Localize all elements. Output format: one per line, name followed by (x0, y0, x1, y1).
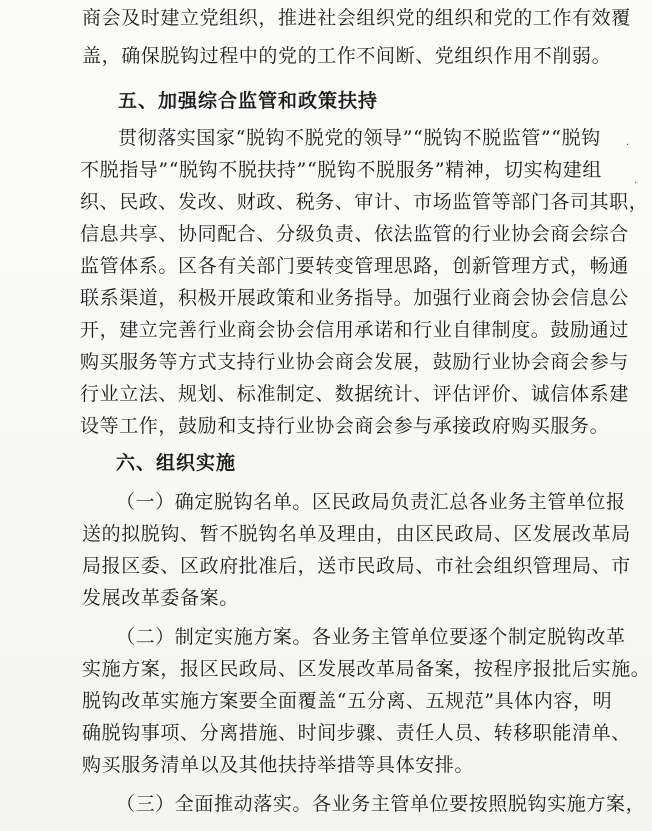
text-line: 实施方案，报区民政局、区发展改革局备案，按程序报批后实施。 (82, 658, 651, 680)
text-line: 监管体系。区各有关部门要转变管理思路，创新管理方式，畅通 (80, 255, 629, 277)
text-line: 织、民政、发改、财政、税务、审计、市场监管等部门各司其职， (80, 191, 649, 213)
section-heading-5: 五、加强综合监管和政策扶持 (118, 90, 379, 112)
text-line: 贯彻落实国家“脱钩不脱党的领导”“脱钩不脱监管”“脱钩 (118, 127, 601, 149)
text-line: （三）全面推动落实。各业务主管单位要按照脱钩实施方案， (116, 793, 646, 815)
text-line: 购买服务等方式支持行业协会商会发展，鼓励行业协会商会参与 (80, 351, 629, 373)
text-line: 不脱指导”“脱钩不脱扶持”“脱钩不脱服务”精神，切实构建组 (80, 159, 602, 181)
text-line: 送的拟脱钩、暂不脱钩名单及理由，由区民政局、区发展改革局 (82, 523, 631, 545)
text-line: 局报区委、区政府批准后，送市民政局、市社会组织管理局、市 (82, 555, 631, 577)
text-line: 联系渠道，积极开展政策和业务指导。加强行业商会协会信息公 (80, 287, 629, 309)
text-line: 设等工作，鼓励和支持行业协会商会参与承接政府购买服务。 (80, 415, 610, 437)
text-line: 发展改革委备案。 (82, 587, 239, 609)
text-line: 确脱钩事项、分离措施、时间步骤、责任人员、转移职能清单、 (82, 722, 631, 744)
text-line: 脱钩改革实施方案要全面覆盖“五分离、五规范”具体内容，明 (82, 690, 613, 712)
section-heading-6: 六、组织实施 (116, 452, 237, 474)
text-line: 开，建立完善行业商会协会信用承诺和行业自律制度。鼓励通过 (80, 319, 629, 341)
text-line: 盖，确保脱钩过程中的党的工作不间断、党组织作用不削弱。 (82, 45, 612, 67)
text-line: 信息共享、协同配合、分级负责、依法监管的行业协会商会综合 (80, 223, 629, 245)
scan-speck: · (634, 178, 638, 189)
text-line: 购买服务清单以及其他扶持举措等具体安排。 (82, 754, 475, 776)
text-line: 行业立法、规划、标准制定、数据统计、评估评价、诚信体系建 (80, 383, 629, 405)
scan-speck: · (626, 140, 630, 151)
text-line: （二）制定实施方案。各业务主管单位要逐个制定脱钩改革 (116, 626, 626, 648)
text-line: 商会及时建立党组织，推进社会组织党的组织和党的工作有效覆 (82, 7, 631, 29)
text-line: （一）确定脱钩名单。区民政局负责汇总各业务主管单位报 (116, 491, 626, 513)
